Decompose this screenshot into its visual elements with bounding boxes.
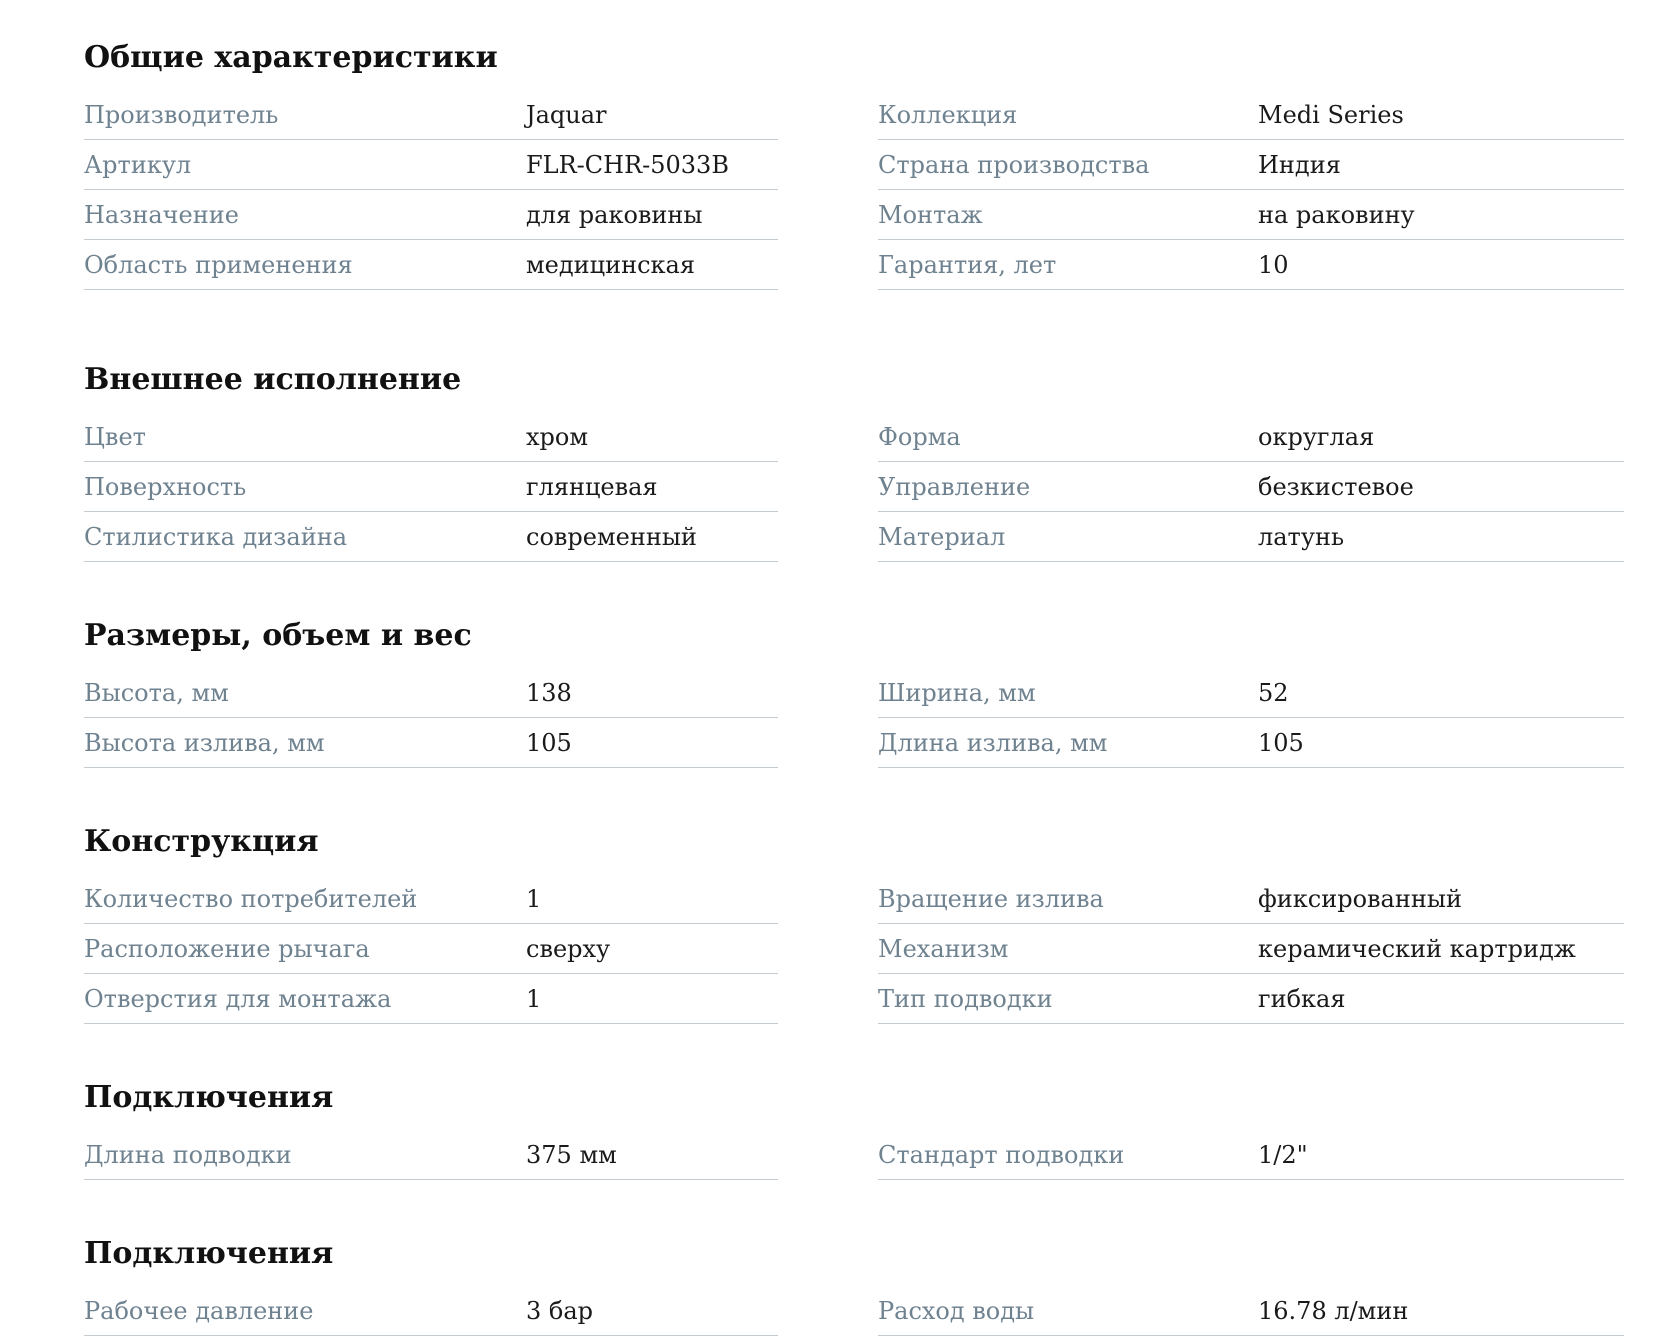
spec-value: округлая: [1258, 422, 1375, 451]
spec-row: [878, 1130, 1624, 1180]
spec-column-right: [878, 874, 1624, 1024]
spec-row: [878, 140, 1624, 190]
spec-label: Назначение: [84, 200, 239, 229]
spec-row: [84, 874, 778, 924]
spec-columns: [84, 412, 1624, 562]
spec-row: [84, 974, 778, 1024]
spec-columns: [84, 1130, 1624, 1180]
spec-row: [84, 718, 778, 768]
spec-label: Цвет: [84, 422, 146, 451]
spec-value: 105: [1258, 728, 1304, 757]
spec-value: керамический картридж: [1258, 934, 1576, 963]
spec-row: [84, 512, 778, 562]
spec-label: Высота, мм: [84, 678, 229, 707]
spec-value: 3 бар: [526, 1296, 594, 1325]
spec-value: фиксированный: [1258, 884, 1462, 913]
spec-value: Medi Series: [1258, 100, 1404, 129]
spec-row: [84, 462, 778, 512]
spec-column-right: [878, 412, 1624, 562]
spec-label: Механизм: [878, 934, 1009, 963]
spec-label: Поверхность: [84, 472, 247, 501]
spec-value: медицинская: [526, 250, 695, 279]
spec-value: хром: [526, 422, 589, 451]
spec-label: Длина излива, мм: [878, 728, 1108, 757]
section-title: Общие характеристики: [84, 40, 498, 75]
section-dimensions: [84, 608, 1624, 768]
spec-label: Вращение излива: [878, 884, 1104, 913]
section-general: [84, 30, 1624, 290]
spec-row: [84, 140, 778, 190]
spec-label: Количество потребителей: [84, 884, 418, 913]
section-spacer: [84, 562, 1624, 608]
spec-columns: [84, 90, 1624, 290]
spec-label: Расход воды: [878, 1296, 1035, 1325]
section-title: Конструкция: [84, 824, 319, 859]
spec-row: [84, 190, 778, 240]
section-title: Подключения: [84, 1236, 334, 1271]
section-spacer: [84, 1024, 1624, 1070]
spec-column-left: [84, 1286, 778, 1336]
section-spacer: [84, 290, 1624, 352]
spec-column-left: [84, 1130, 778, 1180]
spec-label: Рабочее давление: [84, 1296, 314, 1325]
spec-value: сверху: [526, 934, 611, 963]
spec-row: [84, 1130, 778, 1180]
spec-column-left: [84, 874, 778, 1024]
spec-column-left: [84, 668, 778, 768]
spec-row: [878, 1286, 1624, 1336]
spec-label: Гарантия, лет: [878, 250, 1057, 279]
spec-row: [878, 668, 1624, 718]
spec-columns: [84, 1286, 1624, 1336]
spec-value: Jaquar: [526, 100, 607, 129]
spec-row: [878, 874, 1624, 924]
spec-columns: [84, 668, 1624, 768]
section-connections-pressure: [84, 1226, 1624, 1336]
spec-value: для раковины: [526, 200, 703, 229]
spec-value: Индия: [1258, 150, 1341, 179]
spec-label: Отверстия для монтажа: [84, 984, 392, 1013]
spec-column-right: [878, 668, 1624, 768]
spec-value: 375 мм: [526, 1140, 617, 1169]
spec-label: Форма: [878, 422, 961, 451]
spec-value: 16.78 л/мин: [1258, 1296, 1409, 1325]
spec-value: 52: [1258, 678, 1289, 707]
spec-value: 105: [526, 728, 572, 757]
section-construction: [84, 814, 1624, 1024]
spec-row: [878, 974, 1624, 1024]
spec-column-right: [878, 90, 1624, 290]
spec-value: 1: [526, 984, 542, 1013]
spec-column-left: [84, 90, 778, 290]
spec-label: Стандарт подводки: [878, 1140, 1125, 1169]
spec-row: [84, 924, 778, 974]
spec-label: Высота излива, мм: [84, 728, 325, 757]
spec-row: [878, 240, 1624, 290]
spec-value: 1/2": [1258, 1140, 1308, 1169]
spec-label: Ширина, мм: [878, 678, 1036, 707]
spec-label: Монтаж: [878, 200, 983, 229]
section-spacer: [84, 1180, 1624, 1226]
spec-row: [878, 190, 1624, 240]
spec-columns: [84, 874, 1624, 1024]
spec-value: FLR-CHR-5033B: [526, 150, 729, 179]
spec-label: Тип подводки: [878, 984, 1053, 1013]
spec-row: [878, 512, 1624, 562]
spec-value: латунь: [1258, 522, 1345, 551]
section-title: Подключения: [84, 1080, 334, 1115]
spec-row: [878, 924, 1624, 974]
spec-value: безкистевое: [1258, 472, 1414, 501]
spec-row: [878, 412, 1624, 462]
specifications-page: [84, 30, 1624, 1336]
spec-value: 138: [526, 678, 572, 707]
spec-row: [84, 668, 778, 718]
spec-value: 10: [1258, 250, 1289, 279]
spec-label: Производитель: [84, 100, 279, 129]
spec-label: Артикул: [84, 150, 192, 179]
spec-row: [84, 1286, 778, 1336]
spec-label: Расположение рычага: [84, 934, 370, 963]
spec-row: [878, 718, 1624, 768]
section-title: Размеры, объем и вес: [84, 618, 472, 653]
spec-row: [84, 412, 778, 462]
spec-label: Область применения: [84, 250, 353, 279]
spec-column-left: [84, 412, 778, 562]
spec-row: [878, 90, 1624, 140]
spec-label: Страна производства: [878, 150, 1150, 179]
section-title: Внешнее исполнение: [84, 362, 462, 397]
spec-row: [878, 462, 1624, 512]
section-spacer: [84, 768, 1624, 814]
spec-value: гибкая: [1258, 984, 1346, 1013]
spec-value: современный: [526, 522, 697, 551]
spec-column-right: [878, 1286, 1624, 1336]
spec-value: 1: [526, 884, 542, 913]
spec-label: Коллекция: [878, 100, 1018, 129]
spec-row: [84, 90, 778, 140]
spec-label: Материал: [878, 522, 1006, 551]
spec-label: Управление: [878, 472, 1031, 501]
section-connections: [84, 1070, 1624, 1180]
spec-column-right: [878, 1130, 1624, 1180]
spec-label: Стилистика дизайна: [84, 522, 348, 551]
section-appearance: [84, 352, 1624, 562]
spec-value: глянцевая: [526, 472, 658, 501]
spec-row: [84, 240, 778, 290]
spec-label: Длина подводки: [84, 1140, 292, 1169]
spec-value: на раковину: [1258, 200, 1415, 229]
